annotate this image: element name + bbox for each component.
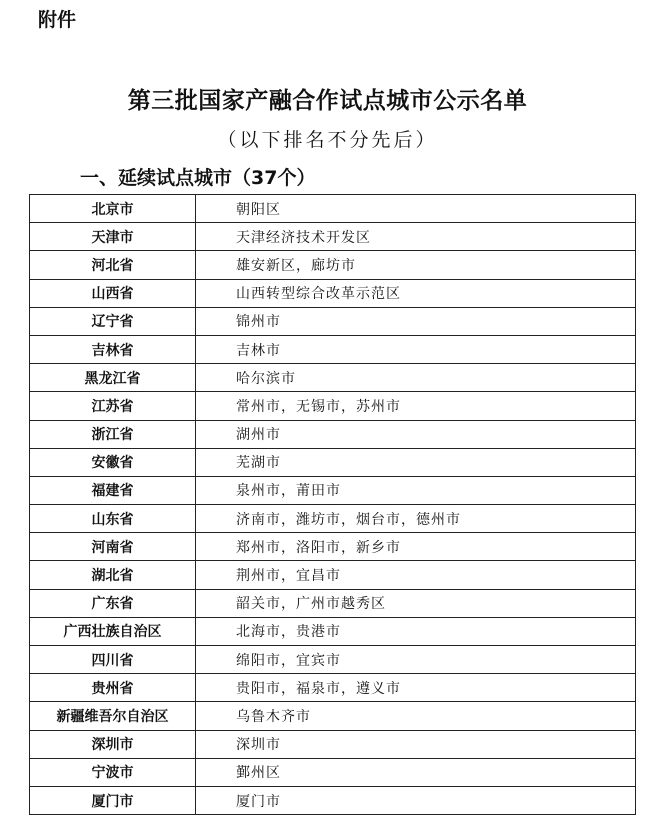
cities-cell: 锦州市 — [196, 307, 636, 335]
table-row — [30, 589, 636, 617]
cities-cell: 荆州市，宜昌市 — [196, 561, 636, 589]
cities-cell: 常州市，无锡市，苏州市 — [196, 392, 636, 420]
province-cell: 天津市 — [30, 223, 196, 251]
table-row — [30, 561, 636, 589]
cities-cell: 吉林市 — [196, 335, 636, 363]
province-cell: 河北省 — [30, 251, 196, 279]
page-subtitle: （以下排名不分先后） — [217, 129, 438, 151]
cities-cell: 北海市，贵港市 — [196, 617, 636, 645]
province-cell: 宁波市 — [30, 758, 196, 786]
table-row — [30, 279, 636, 307]
cities-cell: 厦门市 — [196, 786, 636, 814]
table-row — [30, 420, 636, 448]
cities-cell: 芜湖市 — [196, 448, 636, 476]
province-cell: 厦门市 — [30, 786, 196, 814]
province-cell: 安徽省 — [30, 448, 196, 476]
table-row — [30, 335, 636, 363]
pilot-city-table — [29, 194, 636, 815]
cities-cell: 朝阳区 — [196, 195, 636, 223]
cities-cell: 泉州市，莆田市 — [196, 476, 636, 504]
table-row — [30, 307, 636, 335]
page-title: 第三批国家产融合作试点城市公示名单 — [127, 87, 528, 114]
cities-cell: 韶关市，广州市越秀区 — [196, 589, 636, 617]
province-cell: 广东省 — [30, 589, 196, 617]
table-row — [30, 617, 636, 645]
province-cell: 新疆维吾尔自治区 — [30, 702, 196, 730]
province-cell: 河南省 — [30, 533, 196, 561]
table-row — [30, 195, 636, 223]
cities-cell: 鄞州区 — [196, 758, 636, 786]
cities-cell: 湖州市 — [196, 420, 636, 448]
province-cell: 黑龙江省 — [30, 364, 196, 392]
cities-cell: 天津经济技术开发区 — [196, 223, 636, 251]
province-cell: 广西壮族自治区 — [30, 617, 196, 645]
cities-cell: 贵阳市，福泉市，遵义市 — [196, 674, 636, 702]
cities-cell: 深圳市 — [196, 730, 636, 758]
table-row — [30, 730, 636, 758]
province-cell: 贵州省 — [30, 674, 196, 702]
cities-cell: 济南市，潍坊市，烟台市，德州市 — [196, 505, 636, 533]
province-cell: 山西省 — [30, 279, 196, 307]
province-cell: 江苏省 — [30, 392, 196, 420]
table-row — [30, 674, 636, 702]
province-cell: 山东省 — [30, 505, 196, 533]
table-row — [30, 448, 636, 476]
table-row — [30, 533, 636, 561]
cities-cell: 哈尔滨市 — [196, 364, 636, 392]
section-heading: 一、延续试点城市（37个） — [80, 167, 316, 189]
table-row — [30, 702, 636, 730]
cities-cell: 山西转型综合改革示范区 — [196, 279, 636, 307]
cities-cell: 乌鲁木齐市 — [196, 702, 636, 730]
province-cell: 湖北省 — [30, 561, 196, 589]
cities-cell: 雄安新区，廊坊市 — [196, 251, 636, 279]
province-cell: 辽宁省 — [30, 307, 196, 335]
table-row — [30, 505, 636, 533]
province-cell: 福建省 — [30, 476, 196, 504]
table-row — [30, 223, 636, 251]
table-row — [30, 786, 636, 814]
province-cell: 吉林省 — [30, 335, 196, 363]
table-row — [30, 251, 636, 279]
province-cell: 北京市 — [30, 195, 196, 223]
table-row — [30, 392, 636, 420]
table-row — [30, 758, 636, 786]
province-cell: 四川省 — [30, 646, 196, 674]
table-row — [30, 476, 636, 504]
province-cell: 深圳市 — [30, 730, 196, 758]
province-cell: 浙江省 — [30, 420, 196, 448]
cities-cell: 绵阳市，宜宾市 — [196, 646, 636, 674]
table-row — [30, 364, 636, 392]
attachment-label: 附件 — [38, 9, 77, 31]
cities-cell: 郑州市，洛阳市，新乡市 — [196, 533, 636, 561]
table-row — [30, 646, 636, 674]
